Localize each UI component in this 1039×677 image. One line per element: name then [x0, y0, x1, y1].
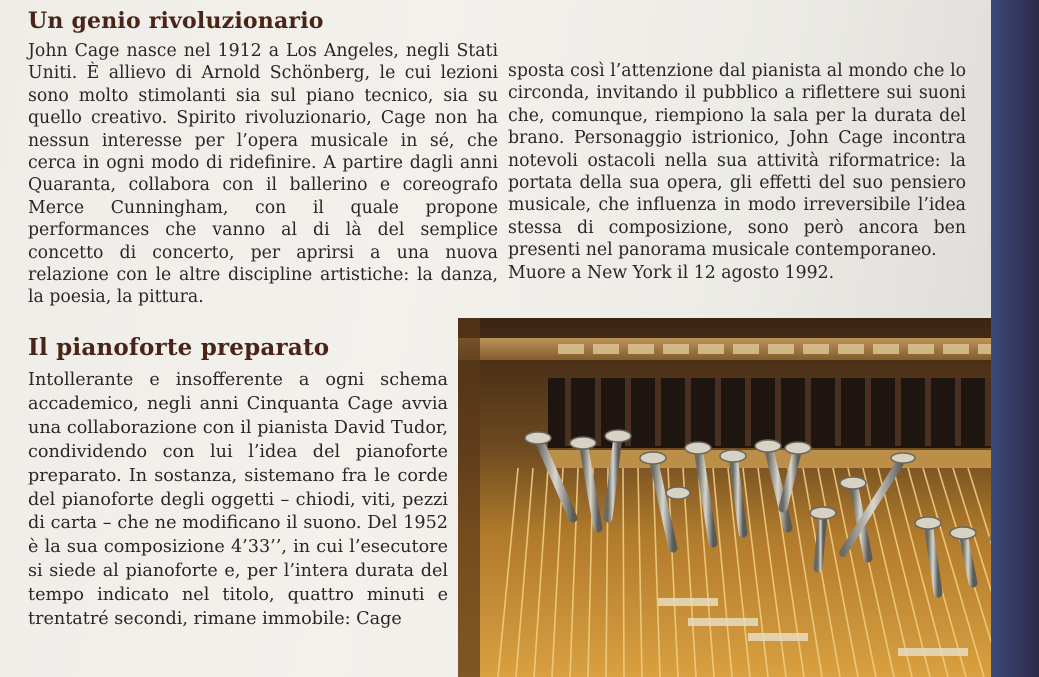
prepared-piano-photo [458, 318, 1018, 677]
right-column [508, 60, 966, 284]
left-column [28, 8, 498, 309]
body-paragraph: John Cage nasce nel 1912 a Los Angeles, negli Stati Uniti. È allievo di Arnold Schönberg, le cui lezioni sono molto stimolanti sia sul piano tecnico, sia su quello creativo. Spirito rivoluzionario, Cage non ha nessun interesse per l’opera musicale in sé, che cerca in ogni modo di ridefinire. A partire dagli anni Quaranta, collabora con il ballerino e coreografo Merce Cunningham, con il quale propone performances che vanno al di là del semplice concetto di concerto, per aprirsi a una nuova relazione con le altre discipline artistiche: la danza, la poesia, la pittura. [28, 41, 498, 308]
death-note: Muore a New York il 12 agosto 1992. [508, 262, 835, 283]
section-title: Un genio rivoluzionario [28, 8, 324, 34]
body-paragraph: sposta così l’attenzione dal pianista al mondo che lo circonda, invitando il pubblico a riflettere sui suoni che, comunque, riempiono la sala per la durata del brano. Personaggio istrionico, John Cage incontra notevoli ostacoli nella sua attività riformatrice: la portata della sua opera, gli effetti del suo pensiero musicale, che influenza in modo irreversibile l’idea stessa di composizione, sono però ancora ben presenti nel panorama musicale contemporaneo. [508, 61, 966, 261]
prepared-piano-section [28, 334, 448, 632]
section-title: Il pianoforte preparato [28, 334, 330, 361]
body-paragraph: Intollerante e insofferente a ogni schema accademico, negli anni Cinquanta Cage avvia una collaborazione con il pianista David Tudor, condividendo con lui l’idea del pianoforte preparato. In sostanza, sistemano fra le corde del pianoforte degli oggetti – chiodi, viti, pezzi di carta – che ne modificano il suono. Del 1952 è la sua composizione 4’33’’, in cui l’esecutore si siede al pianoforte e, per l’intera durata del tempo indicato nel titolo, quattro minuti e trentatré secondi, rimane immobile: Cage [28, 370, 448, 630]
piano-strings-image [458, 318, 1018, 677]
page-edge-background [991, 0, 1039, 677]
